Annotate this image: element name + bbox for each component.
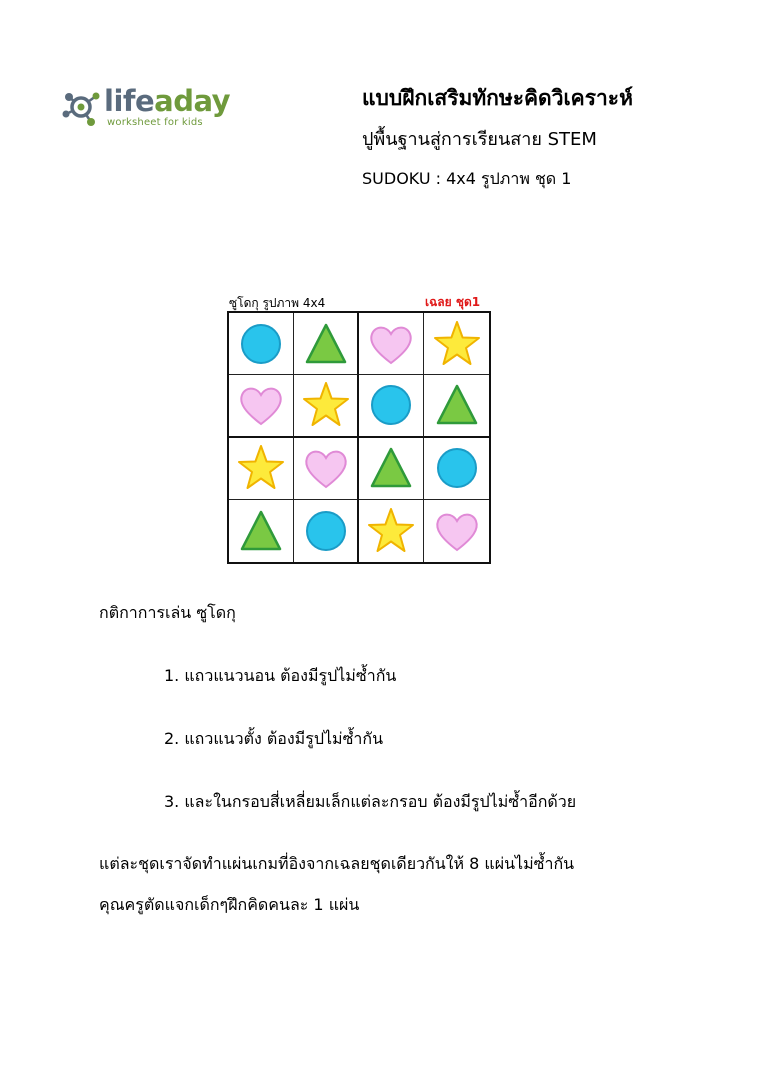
logo-word-life: life (104, 84, 155, 118)
grid-cell (359, 313, 424, 375)
note-line-1: แต่ละชุดเราจัดทำแผ่นเกมที่อิงจากเฉลยชุดเดียวกันให้ 8 แผ่นไม่ซ้ำกัน (99, 854, 575, 873)
rule-item-3: 3. และในกรอบสี่เหลี่ยมเล็กแต่ละกรอบ ต้องมีรูปไม่ซ้ำอีกด้วย (164, 792, 577, 811)
star-icon (301, 380, 351, 430)
note-line-2: คุณครูตัดแจกเด็กๆฝึกคิดคนละ 1 แผ่น (99, 895, 360, 914)
grid-cell (229, 375, 294, 437)
triangle-icon (432, 380, 482, 430)
grid-cell (424, 500, 489, 562)
puzzle-name: SUDOKU : 4x4 รูปภาพ ชุด 1 (362, 169, 572, 188)
page-title: แบบฝึกเสริมทักษะคิดวิเคราะห์ (362, 86, 633, 110)
answer-label: เฉลย ชุด1 (425, 295, 481, 309)
circle-icon (236, 319, 286, 369)
grid-cell (359, 500, 424, 562)
grid-cell (424, 375, 489, 437)
page-subtitle: ปูพื้นฐานสู่การเรียนสาย STEM (362, 129, 597, 150)
triangle-icon (366, 443, 416, 493)
logo-wordmark (104, 84, 230, 118)
grid-cell (359, 375, 424, 437)
circle-icon (366, 380, 416, 430)
grid-cell (424, 438, 489, 500)
grid-cell (424, 313, 489, 375)
grid-cell (229, 438, 294, 500)
heart-icon (301, 443, 351, 493)
star-icon (366, 506, 416, 556)
lifeaday-logo (60, 84, 230, 134)
sudoku-grid (227, 311, 491, 564)
logo-subtitle: worksheet for kids (107, 117, 203, 128)
grid-label: ซูโดกุ รูปภาพ 4x4 (229, 296, 326, 310)
molecule-logo-icon (60, 86, 102, 128)
circle-icon (432, 443, 482, 493)
grid-cell (294, 375, 359, 437)
rule-item-1: 1. แถวแนวนอน ต้องมีรูปไม่ซ้ำกัน (164, 666, 397, 685)
rules-title: กติกาการเล่น ซูโดกุ (99, 603, 236, 622)
triangle-icon (301, 319, 351, 369)
star-icon (432, 319, 482, 369)
grid-cell (229, 313, 294, 375)
grid-cell (359, 438, 424, 500)
triangle-icon (236, 506, 286, 556)
grid-cell (294, 500, 359, 562)
logo-word-aday: aday (154, 84, 231, 118)
grid-cell (229, 500, 294, 562)
heart-icon (366, 319, 416, 369)
rule-item-2: 2. แถวแนวตั้ง ต้องมีรูปไม่ซ้ำกัน (164, 729, 384, 748)
heart-icon (236, 380, 286, 430)
grid-cell (294, 313, 359, 375)
star-icon (236, 443, 286, 493)
heart-icon (432, 506, 482, 556)
grid-cell (294, 438, 359, 500)
circle-icon (301, 506, 351, 556)
